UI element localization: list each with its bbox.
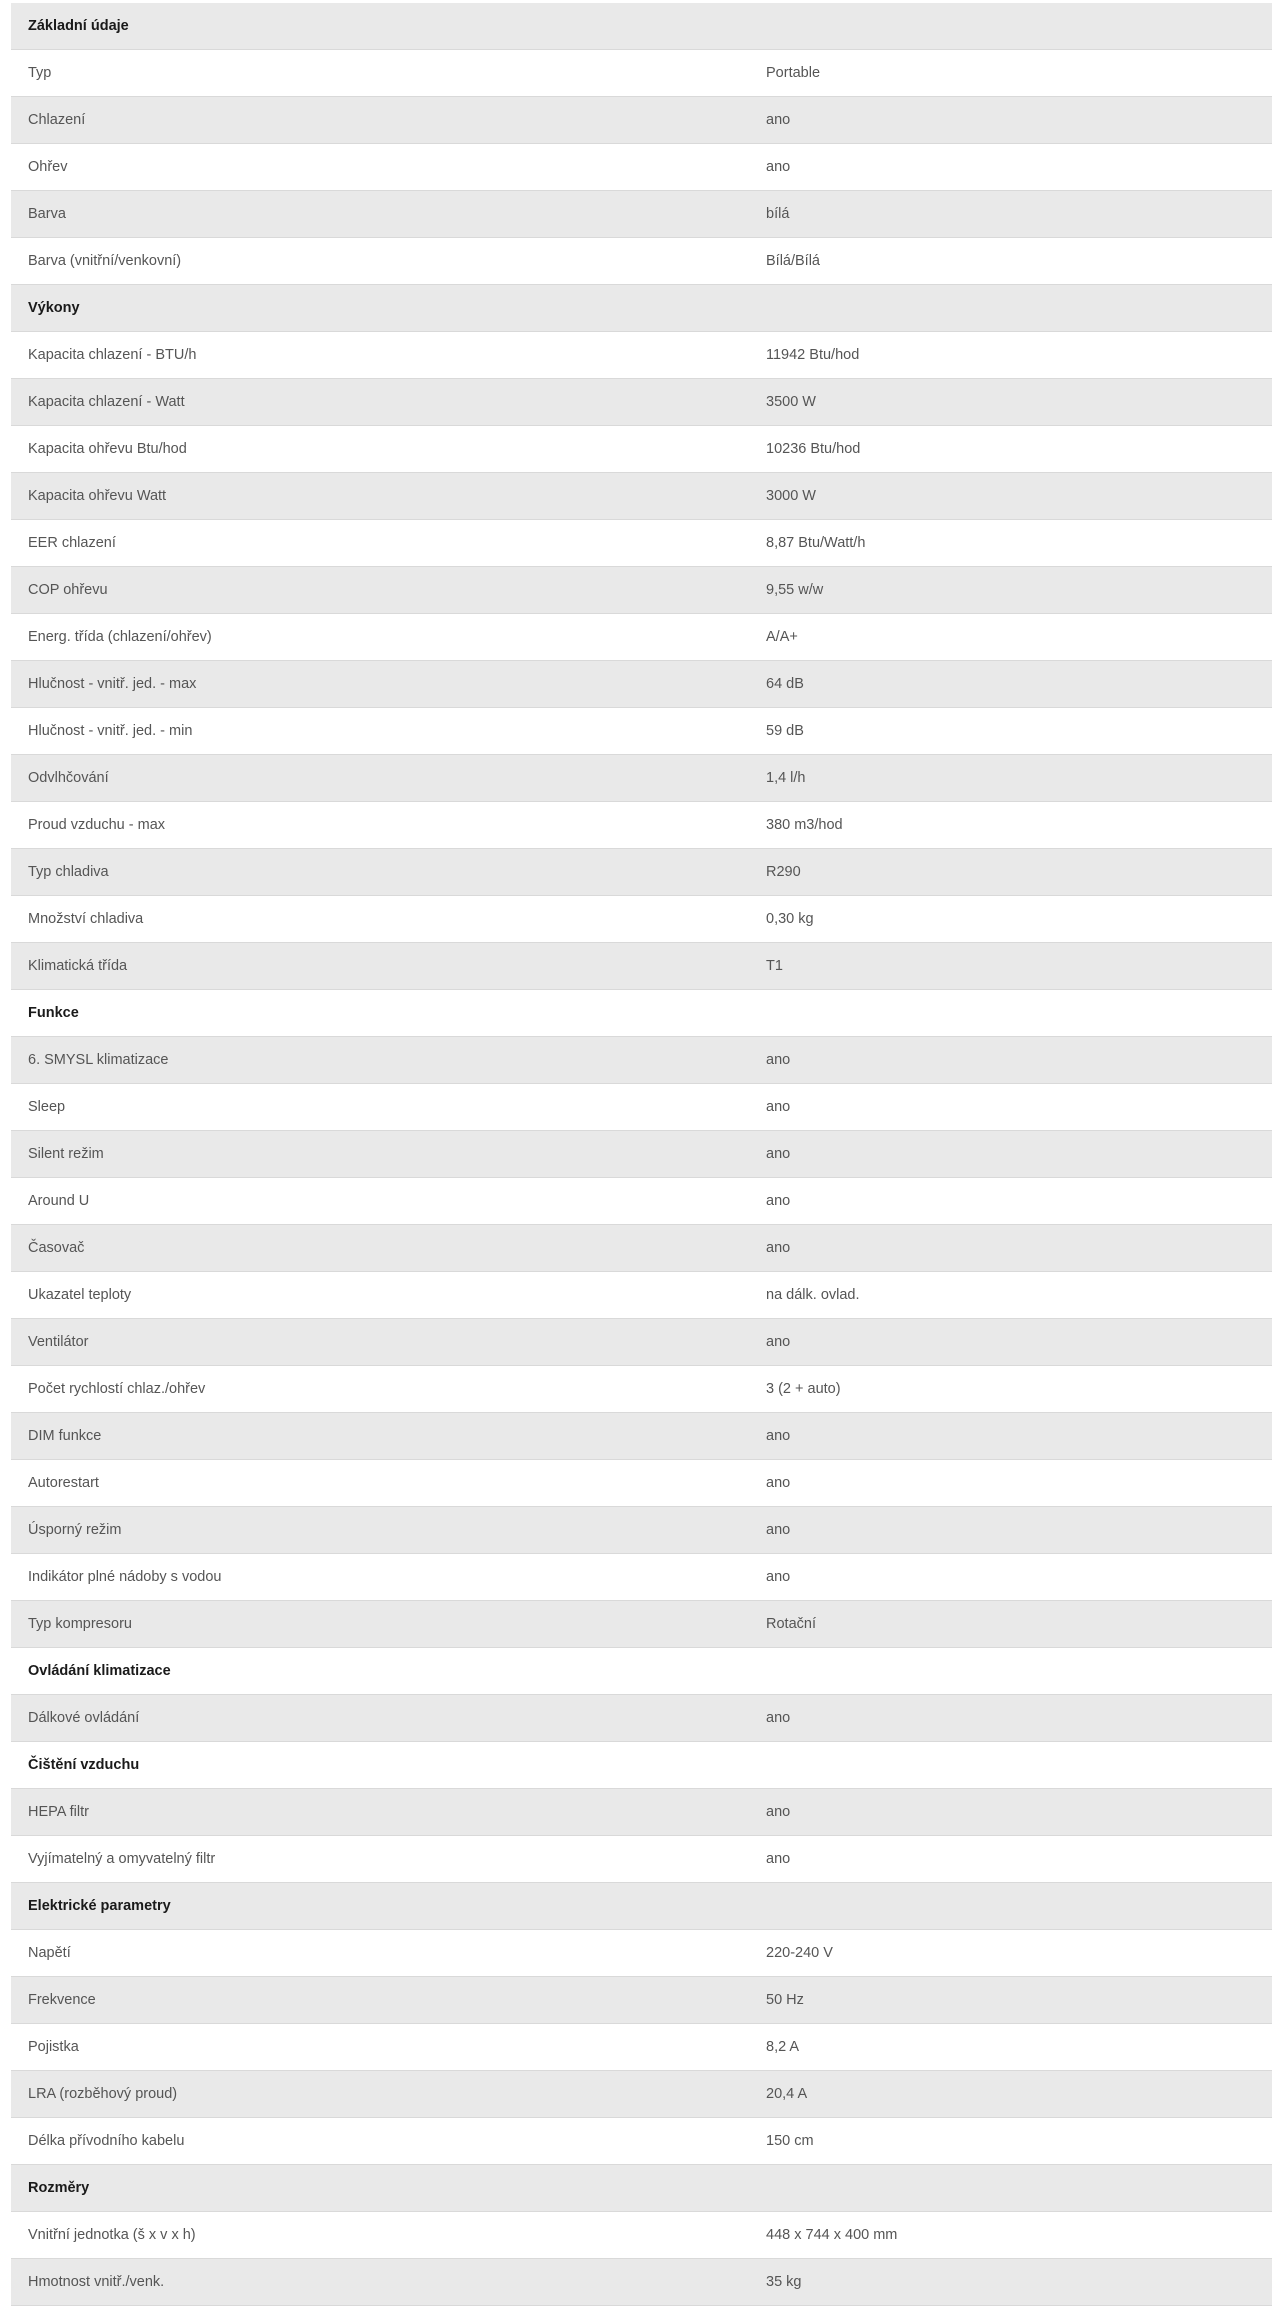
section-header-row (11, 3, 1272, 50)
spec-value: Portable (766, 65, 821, 81)
spec-label: LRA (rozběhový proud) (28, 2086, 178, 2102)
spec-value: 64 dB (766, 676, 804, 692)
spec-label: Frekvence (28, 1992, 96, 2008)
spec-row (11, 2024, 1272, 2071)
spec-value: ano (766, 1475, 791, 1491)
section-header-row (11, 2165, 1272, 2212)
spec-row (11, 1601, 1272, 1648)
spec-row (11, 802, 1272, 849)
spec-row (11, 379, 1272, 426)
spec-value: ano (766, 1334, 791, 1350)
spec-label: Dálkové ovládání (28, 1710, 140, 1726)
spec-row (11, 473, 1272, 520)
spec-row (11, 614, 1272, 661)
spec-row (11, 1037, 1272, 1084)
spec-row (11, 849, 1272, 896)
spec-table (11, 3, 1272, 2306)
section-header-row (11, 1883, 1272, 1930)
spec-label: Odvlhčování (28, 770, 109, 786)
spec-value: ano (766, 1710, 791, 1726)
spec-row (11, 144, 1272, 191)
section-header-row (11, 990, 1272, 1037)
spec-label: Napětí (28, 1945, 71, 1961)
spec-label: Indikátor plné nádoby s vodou (28, 1569, 222, 1585)
spec-row (11, 50, 1272, 97)
spec-row (11, 2071, 1272, 2118)
spec-row (11, 1930, 1272, 1977)
spec-label: Proud vzduchu - max (28, 817, 166, 833)
spec-label: Počet rychlostí chlaz./ohřev (28, 1381, 206, 1397)
spec-row (11, 1460, 1272, 1507)
spec-label: DIM funkce (28, 1428, 102, 1444)
spec-row (11, 1131, 1272, 1178)
spec-label: Délka přívodního kabelu (28, 2133, 185, 2149)
spec-row (11, 1225, 1272, 1272)
spec-value: na dálk. ovlad. (766, 1287, 860, 1303)
spec-value: ano (766, 1804, 791, 1820)
spec-row (11, 97, 1272, 144)
spec-label: EER chlazení (28, 535, 116, 551)
spec-label: Typ (28, 65, 52, 81)
spec-row (11, 1789, 1272, 1836)
spec-label: Časovač (28, 1240, 85, 1256)
spec-label: COP ohřevu (28, 582, 108, 598)
spec-row (11, 1554, 1272, 1601)
spec-label: Ukazatel teploty (28, 1287, 132, 1303)
spec-label: Typ kompresoru (28, 1616, 132, 1632)
spec-value: R290 (766, 864, 801, 880)
spec-label: Silent režim (28, 1146, 104, 1162)
spec-value: 8,2 A (766, 2039, 800, 2055)
spec-value: ano (766, 1099, 791, 1115)
spec-row (11, 520, 1272, 567)
spec-value: 380 m3/hod (766, 817, 843, 833)
spec-label: Vyjímatelný a omyvatelný filtr (28, 1851, 216, 1867)
section-header-row (11, 1648, 1272, 1695)
spec-value: ano (766, 159, 791, 175)
section-title: Rozměry (28, 2180, 90, 2196)
spec-row (11, 567, 1272, 614)
spec-row (11, 1977, 1272, 2024)
spec-value: T1 (766, 958, 783, 974)
spec-label: Hlučnost - vnitř. jed. - min (28, 723, 193, 739)
spec-label: Hmotnost vnitř./venk. (28, 2274, 165, 2290)
spec-row (11, 1695, 1272, 1742)
spec-row (11, 1178, 1272, 1225)
spec-label: Kapacita ohřevu Btu/hod (28, 441, 187, 457)
spec-row (11, 332, 1272, 379)
spec-row (11, 661, 1272, 708)
spec-row (11, 1507, 1272, 1554)
spec-value: 10236 Btu/hod (766, 441, 861, 457)
spec-label: Kapacita ohřevu Watt (28, 488, 167, 504)
spec-value: 50 Hz (766, 1992, 804, 2008)
spec-value: ano (766, 1428, 791, 1444)
spec-row (11, 1319, 1272, 1366)
spec-value: 59 dB (766, 723, 804, 739)
spec-row (11, 1366, 1272, 1413)
spec-value: 9,55 w/w (766, 582, 824, 598)
spec-value: 3 (2 + auto) (766, 1381, 841, 1397)
spec-value: 1,4 l/h (766, 770, 806, 786)
spec-row (11, 755, 1272, 802)
spec-value: Bílá/Bílá (766, 253, 820, 269)
spec-value: 3000 W (766, 488, 816, 504)
spec-label: Energ. třída (chlazení/ohřev) (28, 629, 212, 645)
spec-value: 448 x 744 x 400 mm (766, 2227, 898, 2243)
spec-value: Rotační (766, 1616, 816, 1632)
section-title: Funkce (28, 1005, 79, 1021)
spec-value: ano (766, 1146, 791, 1162)
spec-row (11, 1836, 1272, 1883)
spec-value: ano (766, 1851, 791, 1867)
spec-value: 3500 W (766, 394, 816, 410)
spec-row (11, 2259, 1272, 2306)
spec-value: 8,87 Btu/Watt/h (766, 535, 866, 551)
spec-value: 20,4 A (766, 2086, 808, 2102)
spec-label: Klimatická třída (28, 958, 128, 974)
spec-value: ano (766, 1193, 791, 1209)
spec-label: Ohřev (28, 159, 68, 175)
section-title: Čištění vzduchu (28, 1757, 140, 1773)
spec-value: 150 cm (766, 2133, 814, 2149)
section-title: Základní údaje (28, 18, 129, 34)
spec-value: 35 kg (766, 2274, 802, 2290)
spec-value: ano (766, 1240, 791, 1256)
spec-label: Hlučnost - vnitř. jed. - max (28, 676, 197, 692)
spec-row (11, 2212, 1272, 2259)
spec-value: 0,30 kg (766, 911, 814, 927)
spec-label: Autorestart (28, 1475, 99, 1491)
spec-value: bílá (766, 206, 790, 222)
spec-label: Kapacita chlazení - BTU/h (28, 347, 197, 363)
spec-value: ano (766, 1569, 791, 1585)
spec-label: Barva (vnitřní/venkovní) (28, 253, 182, 269)
section-header-row (11, 285, 1272, 332)
spec-label: HEPA filtr (28, 1804, 89, 1820)
spec-label: Barva (28, 206, 66, 222)
spec-row (11, 2118, 1272, 2165)
spec-row (11, 943, 1272, 990)
spec-label: Úsporný režim (28, 1522, 122, 1538)
spec-row (11, 1084, 1272, 1131)
section-title: Ovládání klimatizace (28, 1663, 171, 1679)
spec-row (11, 1272, 1272, 1319)
spec-row (11, 426, 1272, 473)
spec-label: Sleep (28, 1099, 66, 1115)
spec-value: 220-240 V (766, 1945, 833, 1961)
spec-label: Kapacita chlazení - Watt (28, 394, 185, 410)
section-title: Výkony (28, 300, 80, 316)
spec-label: Chlazení (28, 112, 86, 128)
spec-label: Pojistka (28, 2039, 79, 2055)
spec-value: ano (766, 1522, 791, 1538)
section-title: Elektrické parametry (28, 1898, 171, 1914)
spec-value: ano (766, 112, 791, 128)
spec-row (11, 191, 1272, 238)
spec-label: Around U (28, 1193, 90, 1209)
spec-label: 6. SMYSL klimatizace (28, 1052, 169, 1068)
spec-value: ano (766, 1052, 791, 1068)
section-header-row (11, 1742, 1272, 1789)
spec-label: Typ chladiva (28, 864, 109, 880)
spec-row (11, 708, 1272, 755)
spec-label: Ventilátor (28, 1334, 89, 1350)
spec-row (11, 238, 1272, 285)
spec-value: 11942 Btu/hod (766, 347, 860, 363)
spec-row (11, 896, 1272, 943)
spec-label: Vnitřní jednotka (š x v x h) (28, 2227, 196, 2243)
spec-row (11, 1413, 1272, 1460)
spec-value: A/A+ (766, 629, 798, 645)
spec-label: Množství chladiva (28, 911, 144, 927)
